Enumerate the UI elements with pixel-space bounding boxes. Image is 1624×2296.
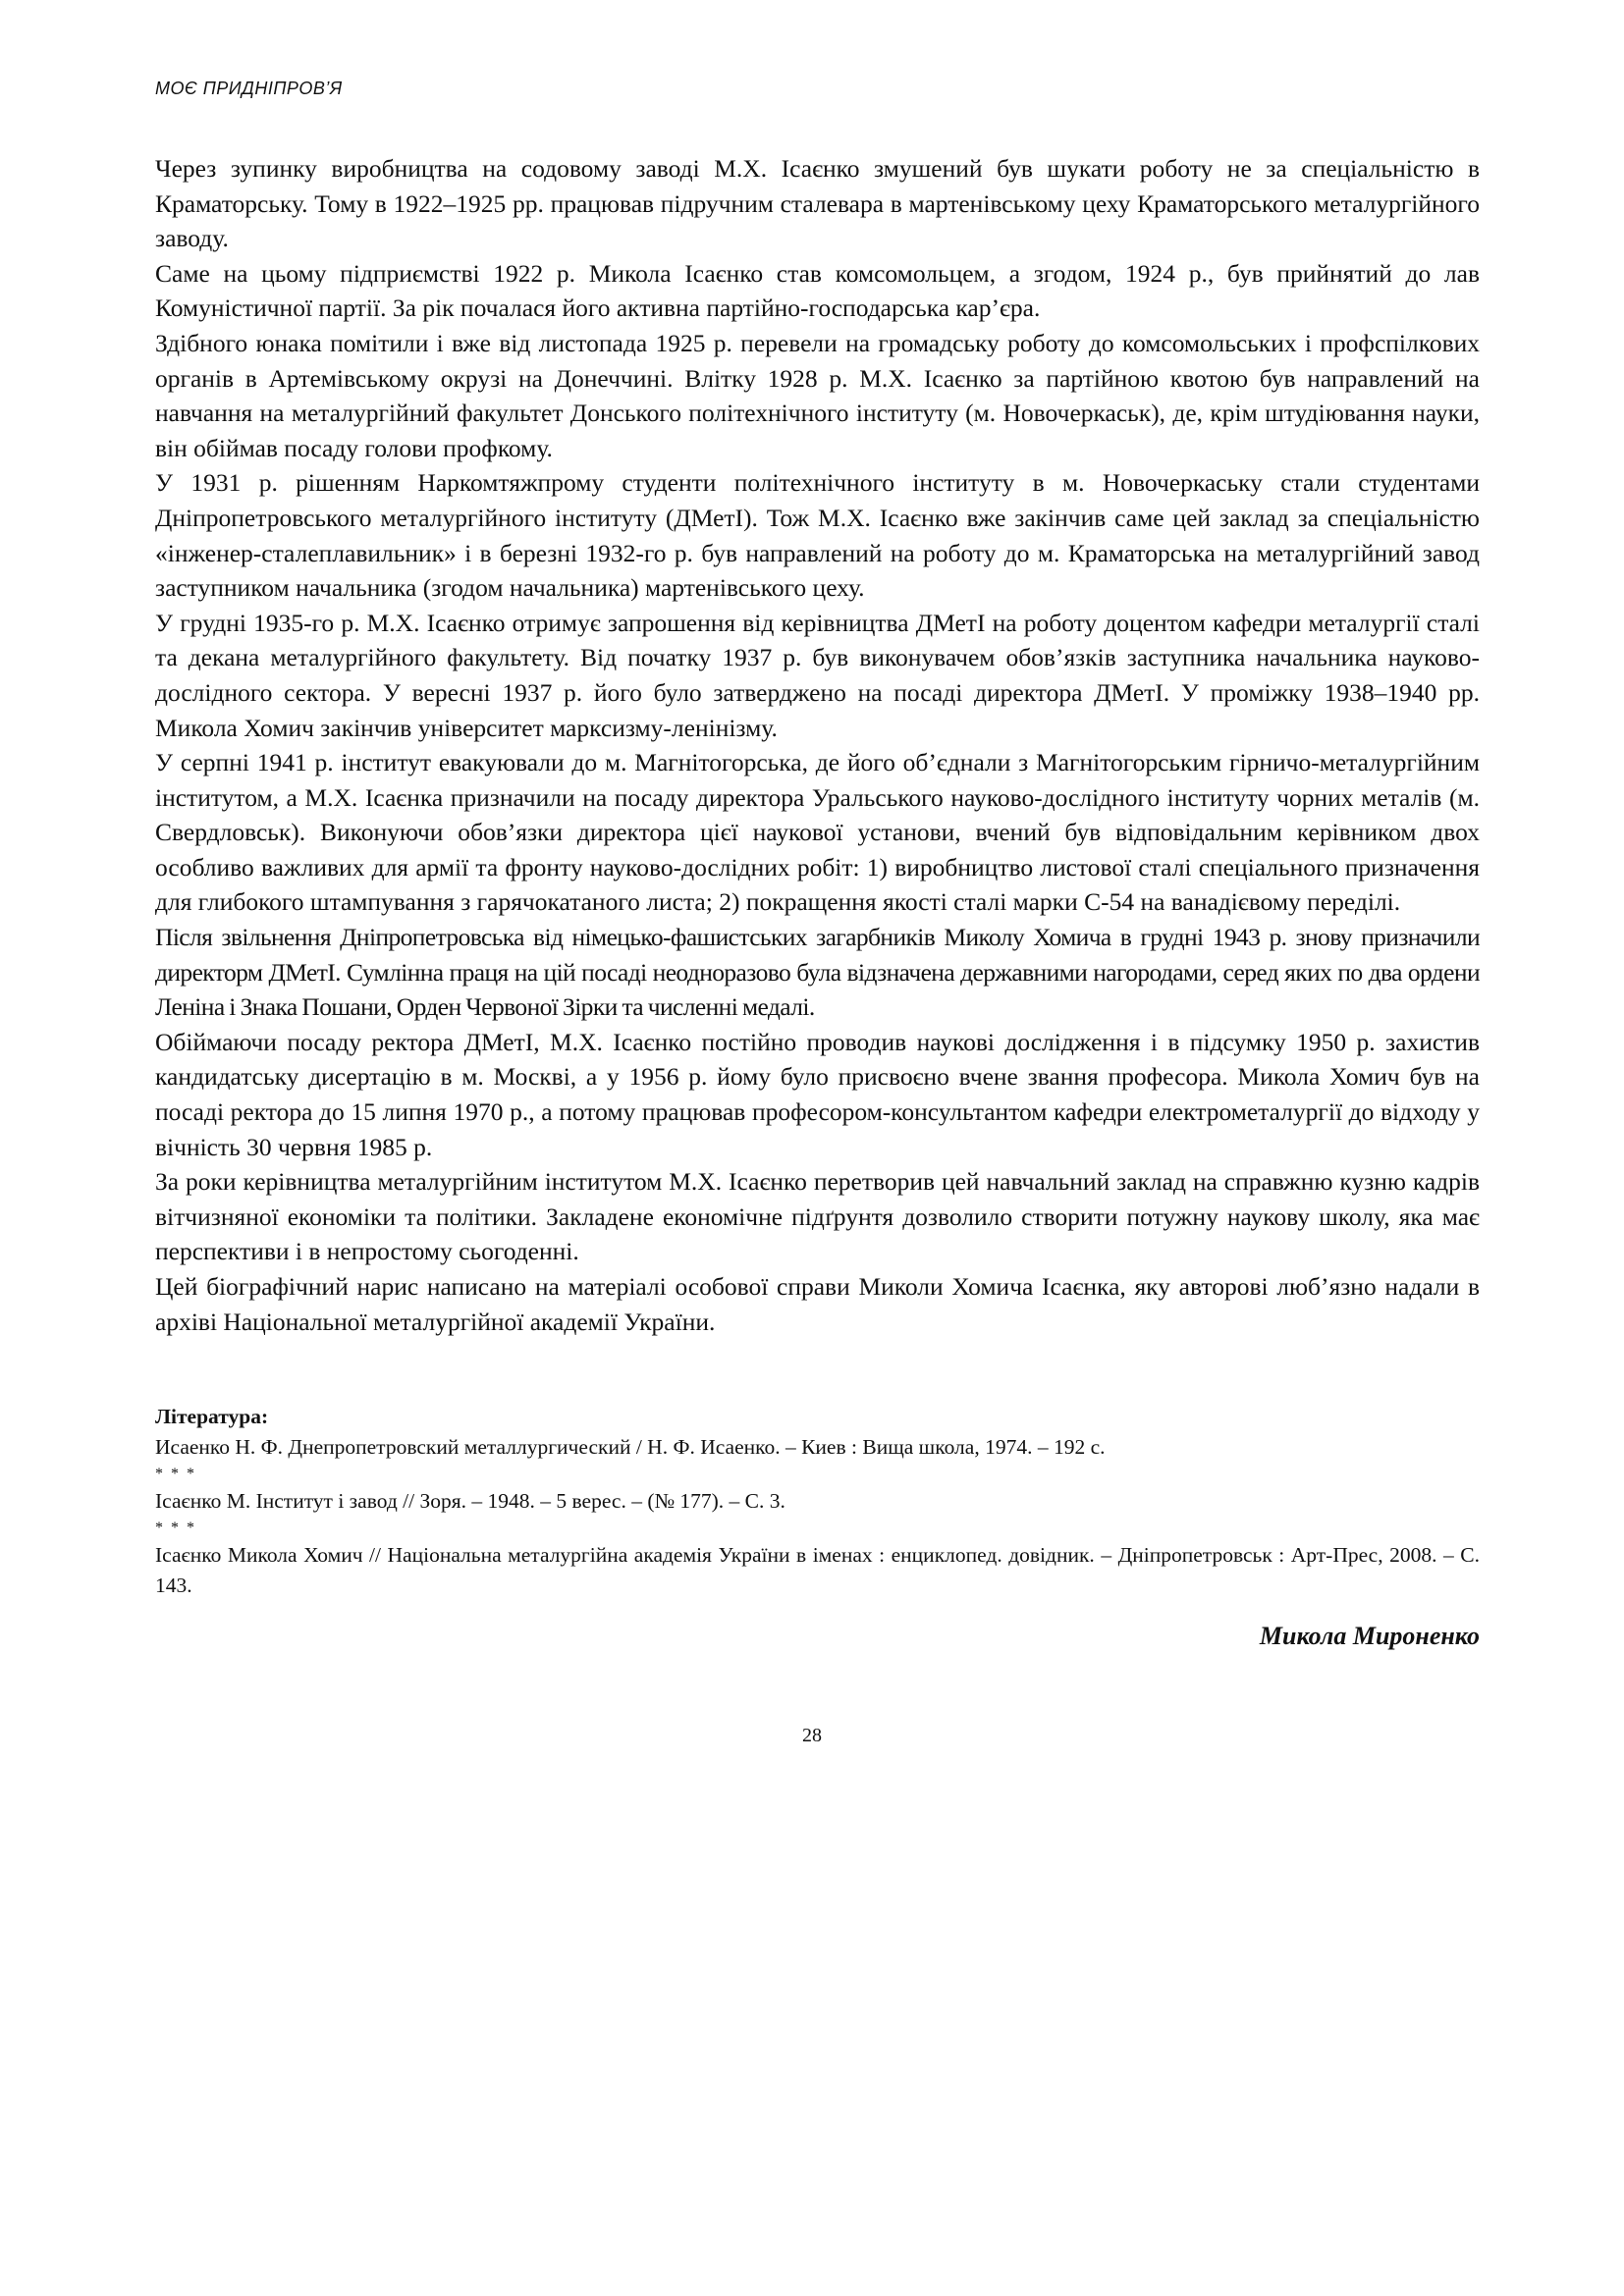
paragraph: Обіймаючи посаду ректора ДМетІ, М.Х. Ісаєнко постійно проводив наукові дослідження і в підсумку 1950 р. захистив кандидатську дисертацію в м. Москві, а у 1956 р. йому було присвоєно вчене звання професора. Микола Хомич був на посаді ректора до 15 липня 1970 р., а потому працював професором-консультантом кафедри електрометалургії до відходу у вічність 30 червня 1985 р. <box>155 1027 1480 1161</box>
paragraph: У грудні 1935-го р. М.Х. Ісаєнко отримує запрошення від керівництва ДМетІ на роботу доцентом кафедри металургії сталі та декана металургійного факультету. Від початку 1937 р. був виконувачем обов’язків заступника начальника науково-дослідного сектора. У вересні 1937 р. його було затверджено на посаді директора ДМетІ. У проміжку 1938–1940 рр. Микола Хомич закінчив університет марксизму-ленінізму. <box>155 608 1480 742</box>
page-number: 28 <box>802 1725 822 1746</box>
paragraph: У 1931 р. рішенням Наркомтяжпрому студенти політехнічного інституту в м. Новочеркаську стали студентами Дніпропетровського металургійного інституту (ДМетІ). Тож М.Х. Ісаєнко вже закінчив саме цей заклад за спеціальністю «інженер-сталеплавильник» і в березні 1932-го р. був направлений на роботу до м. Краматорська на металургійний завод заступником начальника (згодом начальника) мартенівського цеху. <box>155 468 1480 603</box>
references-section <box>155 1402 1480 1601</box>
reference-separator: * * * <box>155 1466 196 1482</box>
references-title: Література: <box>155 1405 269 1428</box>
paragraph: У серпні 1941 р. інститут евакуювали до м. Магнітогорська, де його об’єднали з Магнітогорським гірничо-металургійним інститутом, а М.Х. Ісаєнка призначили на посаду директора Уральського науково-дослідного інституту чорних металів (м. Свердловськ). Виконуючи обов’язки директора цієї наукової установи, вчений був відповідальним керівником двох особливо важливих для армії та фронту науково-дослідних робіт: 1) виробництво листової сталі спеціального призначення для глибокого штампування з гарячокатаного листа; 2) покращення якості сталі марки С-54 на ванадієвому переділі. <box>155 748 1480 917</box>
paragraph: Після звільнення Дніпропетровська від німецько-фашистських загарбників Миколу Хомича в грудні 1943 р. знову призначили директорм ДМетІ. Сумлінна праця на цій посаді неодноразово була відзначена державними нагородами, серед яких по два ордени Леніна і Знака Пошани, Орден Червоної Зірки та численні медалі. <box>155 923 1480 1022</box>
paragraph: Через зупинку виробництва на содовому заводі М.Х. Ісаєнко змушений був шукати роботу не за спеціальністю в Краматорську. Тому в 1922–1925 рр. працював підручним сталевара в мартенівському цеху Краматорського металургійного заводу. <box>155 154 1480 253</box>
paragraph: Саме на цьому підприємстві 1922 р. Микола Ісаєнко став комсомольцем, а згодом, 1924 р., був прийнятий до лав Комуністичної партії. За рік почалася його активна партійно-господарська кар’єра. <box>155 258 1480 323</box>
author-signature: Микола Мироненко <box>1259 1622 1480 1650</box>
reference-item: Исаенко Н. Ф. Днепропетровский металлургический / Н. Ф. Исаенко. – Киев : Вища школа, 1974. – 192 с. <box>155 1435 1106 1459</box>
paragraph: За роки керівництва металургійним інститутом М.Х. Ісаєнко перетворив цей навчальний заклад на справжню кузню кадрів вітчизняної економіки та політики. Закладене економічне підґрунтя дозволило створити потужну наукову школу, яка має перспективи і в непростому сьогоденні. <box>155 1167 1480 1266</box>
paragraph: Цей біографічний нарис написано на матеріалі особової справи Миколи Хомича Ісаєнка, яку авторові люб’язно надали в архіві Національної металургійної академії України. <box>155 1272 1480 1336</box>
reference-item: Ісаєнко Микола Хомич // Національна металургійна академія України в іменах : енциклопед. довідник. – Дніпропетровськ : Арт-Прес, 2008. – С. 143. <box>155 1543 1480 1597</box>
article-body <box>155 151 1480 1339</box>
paragraph: Здібного юнака помітили і вже від листопада 1925 р. перевели на громадську роботу до комсомольських і профспілкових органів в Артемівському окрузі на Донеччині. Влітку 1928 р. М.Х. Ісаєнко за партійною квотою був направлений на навчання на металургійний факультет Донського політехнічного інституту (м. Новочеркаськ), де, крім штудіювання науки, він обіймав посаду голови профкому. <box>155 328 1480 462</box>
running-header: МОЄ ПРИДНІПРОВ’Я <box>155 79 343 98</box>
reference-separator: * * * <box>155 1520 196 1536</box>
reference-item: Ісаєнко М. Інститут і завод // Зоря. – 1948. – 5 верес. – (№ 177). – С. 3. <box>155 1489 785 1513</box>
